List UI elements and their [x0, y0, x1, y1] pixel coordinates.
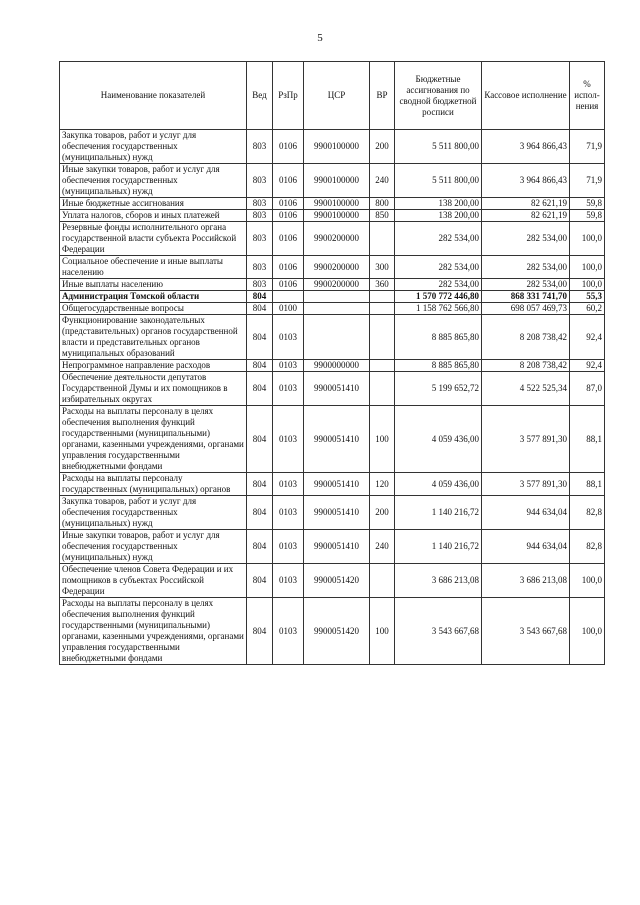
- cell-percent: 88,1: [570, 473, 605, 496]
- cell-csr: 9900200000: [304, 279, 370, 291]
- cell-cash: 282 534,00: [482, 222, 570, 256]
- table-row: [60, 164, 605, 198]
- cell-percent: 82,8: [570, 530, 605, 564]
- cell-csr: 9900051420: [304, 598, 370, 665]
- cell-percent: 55,3: [570, 291, 605, 303]
- cell-vr: 200: [370, 130, 395, 164]
- header-percent: % испол-нения: [570, 62, 605, 130]
- cell-cash: 3 577 891,30: [482, 473, 570, 496]
- cell-cash: 698 057 469,73: [482, 303, 570, 315]
- cell-name: Расходы на выплаты персоналу государственных (муниципальных) органов: [60, 473, 247, 496]
- header-cash: Кассовое исполнение: [482, 62, 570, 130]
- table-row: [60, 598, 605, 665]
- table-row: [60, 279, 605, 291]
- cell-ved: 804: [247, 598, 273, 665]
- cell-ved: 804: [247, 564, 273, 598]
- cell-rzpr: 0103: [273, 406, 304, 473]
- cell-percent: 92,4: [570, 360, 605, 372]
- cell-vr: 200: [370, 496, 395, 530]
- cell-name: Общегосударственные вопросы: [60, 303, 247, 315]
- cell-csr: 9900000000: [304, 360, 370, 372]
- header-csr: ЦСР: [304, 62, 370, 130]
- cell-cash: 3 543 667,68: [482, 598, 570, 665]
- cell-cash: 282 534,00: [482, 279, 570, 291]
- cell-cash: 3 964 866,43: [482, 164, 570, 198]
- cell-vr: 360: [370, 279, 395, 291]
- cell-rzpr: 0106: [273, 256, 304, 279]
- cell-vr: 100: [370, 598, 395, 665]
- cell-assigned: 1 158 762 566,80: [395, 303, 482, 315]
- table-row: [60, 372, 605, 406]
- cell-ved: 804: [247, 315, 273, 360]
- cell-vr: [370, 315, 395, 360]
- cell-ved: 803: [247, 198, 273, 210]
- cell-ved: 803: [247, 210, 273, 222]
- cell-csr: 9900051410: [304, 496, 370, 530]
- cell-assigned: 5 511 800,00: [395, 164, 482, 198]
- table-header-row: [60, 62, 605, 130]
- cell-rzpr: 0103: [273, 598, 304, 665]
- cell-name: Иные выплаты населению: [60, 279, 247, 291]
- cell-cash: 3 577 891,30: [482, 406, 570, 473]
- page-number: 5: [317, 32, 323, 44]
- cell-csr: 9900100000: [304, 198, 370, 210]
- cell-percent: 100,0: [570, 564, 605, 598]
- cell-csr: [304, 291, 370, 303]
- cell-assigned: 3 686 213,08: [395, 564, 482, 598]
- cell-rzpr: 0103: [273, 530, 304, 564]
- cell-csr: 9900051420: [304, 564, 370, 598]
- cell-rzpr: 0103: [273, 315, 304, 360]
- cell-ved: 803: [247, 222, 273, 256]
- cell-name: Расходы на выплаты персоналу в целях обеспечения выполнения функций государственными (муниципальными) органами, казенными учреждениями, органами управления государственными внебюджетными фондами: [60, 598, 247, 665]
- cell-assigned: 282 534,00: [395, 279, 482, 291]
- cell-ved: 804: [247, 496, 273, 530]
- cell-cash: 4 522 525,34: [482, 372, 570, 406]
- cell-percent: 71,9: [570, 164, 605, 198]
- cell-cash: 944 634,04: [482, 530, 570, 564]
- cell-cash: 8 208 738,42: [482, 360, 570, 372]
- header-ved: Вед: [247, 62, 273, 130]
- cell-cash: 944 634,04: [482, 496, 570, 530]
- cell-rzpr: 0106: [273, 210, 304, 222]
- cell-assigned: 282 534,00: [395, 222, 482, 256]
- cell-percent: 100,0: [570, 598, 605, 665]
- cell-vr: [370, 564, 395, 598]
- cell-ved: 804: [247, 360, 273, 372]
- cell-rzpr: 0106: [273, 222, 304, 256]
- cell-percent: 88,1: [570, 406, 605, 473]
- cell-rzpr: 0103: [273, 564, 304, 598]
- table-row: [60, 303, 605, 315]
- cell-percent: 100,0: [570, 256, 605, 279]
- cell-name: Функционирование законодательных (представительных) органов государственной власти и представительных органов муниципальных образований: [60, 315, 247, 360]
- cell-assigned: 5 199 652,72: [395, 372, 482, 406]
- table-row: [60, 496, 605, 530]
- cell-rzpr: 0103: [273, 496, 304, 530]
- cell-ved: 803: [247, 279, 273, 291]
- cell-assigned: 4 059 436,00: [395, 473, 482, 496]
- cell-csr: 9900200000: [304, 222, 370, 256]
- cell-csr: 9900200000: [304, 256, 370, 279]
- cell-ved: 804: [247, 303, 273, 315]
- cell-percent: 87,0: [570, 372, 605, 406]
- cell-name: Социальное обеспечение и иные выплаты населению: [60, 256, 247, 279]
- cell-cash: 8 208 738,42: [482, 315, 570, 360]
- header-vr: ВР: [370, 62, 395, 130]
- cell-cash: 82 621,19: [482, 198, 570, 210]
- cell-percent: 92,4: [570, 315, 605, 360]
- cell-ved: 804: [247, 291, 273, 303]
- cell-assigned: 3 543 667,68: [395, 598, 482, 665]
- cell-csr: 9900051410: [304, 406, 370, 473]
- table-row: [60, 473, 605, 496]
- table-row: [60, 291, 605, 303]
- cell-ved: 804: [247, 530, 273, 564]
- cell-name: Уплата налогов, сборов и иных платежей: [60, 210, 247, 222]
- cell-name: Администрация Томской области: [60, 291, 247, 303]
- cell-csr: 9900051410: [304, 473, 370, 496]
- table-row: [60, 198, 605, 210]
- cell-name: Закупка товаров, работ и услуг для обеспечения государственных (муниципальных) нужд: [60, 130, 247, 164]
- cell-rzpr: 0106: [273, 164, 304, 198]
- table-row: [60, 256, 605, 279]
- cell-rzpr: 0103: [273, 473, 304, 496]
- table-row: [60, 210, 605, 222]
- cell-rzpr: 0106: [273, 198, 304, 210]
- cell-name: Иные закупки товаров, работ и услуг для обеспечения государственных (муниципальных) нужд: [60, 530, 247, 564]
- cell-cash: 868 331 741,70: [482, 291, 570, 303]
- cell-cash: 3 964 866,43: [482, 130, 570, 164]
- cell-rzpr: [273, 291, 304, 303]
- budget-table: [59, 61, 605, 665]
- cell-vr: [370, 222, 395, 256]
- cell-assigned: 8 885 865,80: [395, 315, 482, 360]
- cell-percent: 71,9: [570, 130, 605, 164]
- cell-assigned: 1 570 772 446,80: [395, 291, 482, 303]
- cell-csr: 9900100000: [304, 164, 370, 198]
- header-name: Наименование показателей: [60, 62, 247, 130]
- table-row: [60, 360, 605, 372]
- cell-rzpr: 0106: [273, 279, 304, 291]
- cell-ved: 804: [247, 473, 273, 496]
- cell-rzpr: 0103: [273, 372, 304, 406]
- table-row: [60, 222, 605, 256]
- cell-cash: 3 686 213,08: [482, 564, 570, 598]
- cell-name: Иные закупки товаров, работ и услуг для обеспечения государственных (муниципальных) нужд: [60, 164, 247, 198]
- cell-percent: 60,2: [570, 303, 605, 315]
- cell-vr: 800: [370, 198, 395, 210]
- cell-name: Обеспечение деятельности депутатов Государственной Думы и их помощников в избирательных округах: [60, 372, 247, 406]
- cell-percent: 100,0: [570, 279, 605, 291]
- cell-cash: 282 534,00: [482, 256, 570, 279]
- cell-vr: 300: [370, 256, 395, 279]
- cell-percent: 59,8: [570, 210, 605, 222]
- cell-name: Закупка товаров, работ и услуг для обеспечения государственных (муниципальных) нужд: [60, 496, 247, 530]
- cell-vr: [370, 372, 395, 406]
- cell-ved: 803: [247, 164, 273, 198]
- cell-vr: 240: [370, 164, 395, 198]
- cell-ved: 803: [247, 130, 273, 164]
- cell-csr: [304, 315, 370, 360]
- cell-name: Расходы на выплаты персоналу в целях обеспечения выполнения функций государственными (муниципальными) органами, казенными учреждениями, органами управления государственными внебюджетными фондами: [60, 406, 247, 473]
- table-row: [60, 315, 605, 360]
- cell-assigned: 282 534,00: [395, 256, 482, 279]
- cell-assigned: 138 200,00: [395, 198, 482, 210]
- table-row: [60, 130, 605, 164]
- cell-name: Иные бюджетные ассигнования: [60, 198, 247, 210]
- cell-csr: 9900051410: [304, 530, 370, 564]
- cell-assigned: 1 140 216,72: [395, 496, 482, 530]
- cell-csr: 9900100000: [304, 210, 370, 222]
- cell-ved: 803: [247, 256, 273, 279]
- cell-assigned: 8 885 865,80: [395, 360, 482, 372]
- header-rzpr: РзПр: [273, 62, 304, 130]
- cell-ved: 804: [247, 372, 273, 406]
- cell-rzpr: 0100: [273, 303, 304, 315]
- cell-rzpr: 0103: [273, 360, 304, 372]
- cell-name: Непрограммное направление расходов: [60, 360, 247, 372]
- table-row: [60, 564, 605, 598]
- cell-csr: 9900100000: [304, 130, 370, 164]
- cell-vr: [370, 360, 395, 372]
- cell-assigned: 1 140 216,72: [395, 530, 482, 564]
- cell-csr: 9900051410: [304, 372, 370, 406]
- cell-cash: 82 621,19: [482, 210, 570, 222]
- cell-percent: 82,8: [570, 496, 605, 530]
- cell-vr: [370, 303, 395, 315]
- cell-rzpr: 0106: [273, 130, 304, 164]
- cell-vr: [370, 291, 395, 303]
- cell-vr: 240: [370, 530, 395, 564]
- cell-ved: 804: [247, 406, 273, 473]
- cell-assigned: 4 059 436,00: [395, 406, 482, 473]
- table-row: [60, 406, 605, 473]
- cell-vr: 120: [370, 473, 395, 496]
- cell-name: Обеспечение членов Совета Федерации и их помощников в субъектах Российской Федерации: [60, 564, 247, 598]
- cell-assigned: 138 200,00: [395, 210, 482, 222]
- cell-percent: 100,0: [570, 222, 605, 256]
- cell-vr: 850: [370, 210, 395, 222]
- cell-assigned: 5 511 800,00: [395, 130, 482, 164]
- header-assigned: Бюджетные ассигнования по сводной бюджетной росписи: [395, 62, 482, 130]
- cell-percent: 59,8: [570, 198, 605, 210]
- cell-name: Резервные фонды исполнительного органа государственной власти субъекта Российской Федерации: [60, 222, 247, 256]
- cell-vr: 100: [370, 406, 395, 473]
- cell-csr: [304, 303, 370, 315]
- table-row: [60, 530, 605, 564]
